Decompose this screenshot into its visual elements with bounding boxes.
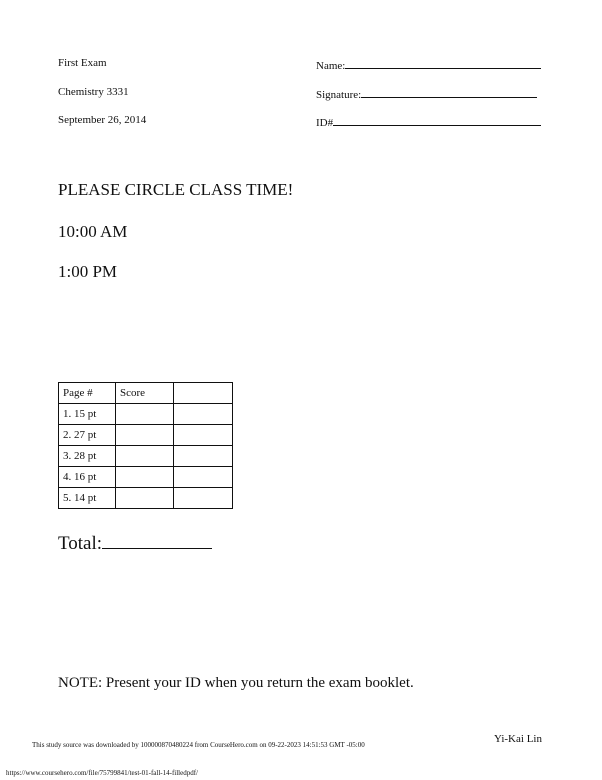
total-line[interactable] (102, 530, 212, 549)
table-row (59, 488, 233, 509)
row-score[interactable] (116, 425, 174, 446)
name-field[interactable] (316, 57, 541, 72)
note-text: NOTE: Present your ID when you return the exam booklet. (58, 675, 414, 691)
score-table-header-row (59, 383, 233, 404)
id-line[interactable] (333, 114, 541, 126)
header-page: Page # (59, 383, 116, 404)
id-label: ID# (316, 117, 334, 129)
author-name: Yi-Kai Lin (494, 733, 542, 745)
table-row (59, 446, 233, 467)
source-notice: This study source was downloaded by 100000870480224 from CourseHero.com on 09-22-2023 14:51:53 GMT -05:00 (32, 741, 365, 749)
class-time-option-2[interactable]: 1:00 PM (58, 262, 118, 281)
header-score: Score (116, 383, 174, 404)
exam-date: September 26, 2014 (58, 114, 147, 126)
score-table (58, 382, 233, 509)
id-field[interactable] (316, 114, 541, 129)
row-extra[interactable] (174, 467, 233, 488)
row-page: 3. 28 pt (59, 446, 116, 467)
row-page: 1. 15 pt (59, 404, 116, 425)
header-extra (174, 383, 233, 404)
row-page: 5. 14 pt (59, 488, 116, 509)
total-label: Total: (58, 533, 103, 554)
table-row (59, 425, 233, 446)
exam-title: First Exam (58, 57, 107, 69)
row-score[interactable] (116, 467, 174, 488)
name-line[interactable] (345, 57, 541, 69)
signature-field[interactable] (316, 86, 537, 101)
row-extra[interactable] (174, 488, 233, 509)
row-score[interactable] (116, 488, 174, 509)
total-field[interactable] (58, 530, 212, 555)
row-score[interactable] (116, 404, 174, 425)
row-extra[interactable] (174, 425, 233, 446)
course-name: Chemistry 3331 (58, 86, 129, 98)
row-extra[interactable] (174, 404, 233, 425)
row-page: 4. 16 pt (59, 467, 116, 488)
table-row (59, 467, 233, 488)
row-page: 2. 27 pt (59, 425, 116, 446)
class-time-instruction: PLEASE CIRCLE CLASS TIME! (58, 180, 294, 199)
row-extra[interactable] (174, 446, 233, 467)
table-row (59, 404, 233, 425)
class-time-option-1[interactable]: 10:00 AM (58, 222, 128, 241)
signature-label: Signature: (316, 89, 362, 101)
row-score[interactable] (116, 446, 174, 467)
signature-line[interactable] (361, 86, 537, 98)
name-label: Name: (316, 60, 346, 72)
source-url[interactable]: https://www.coursehero.com/file/75799841/test-01-fall-14-filledpdf/ (6, 769, 199, 777)
